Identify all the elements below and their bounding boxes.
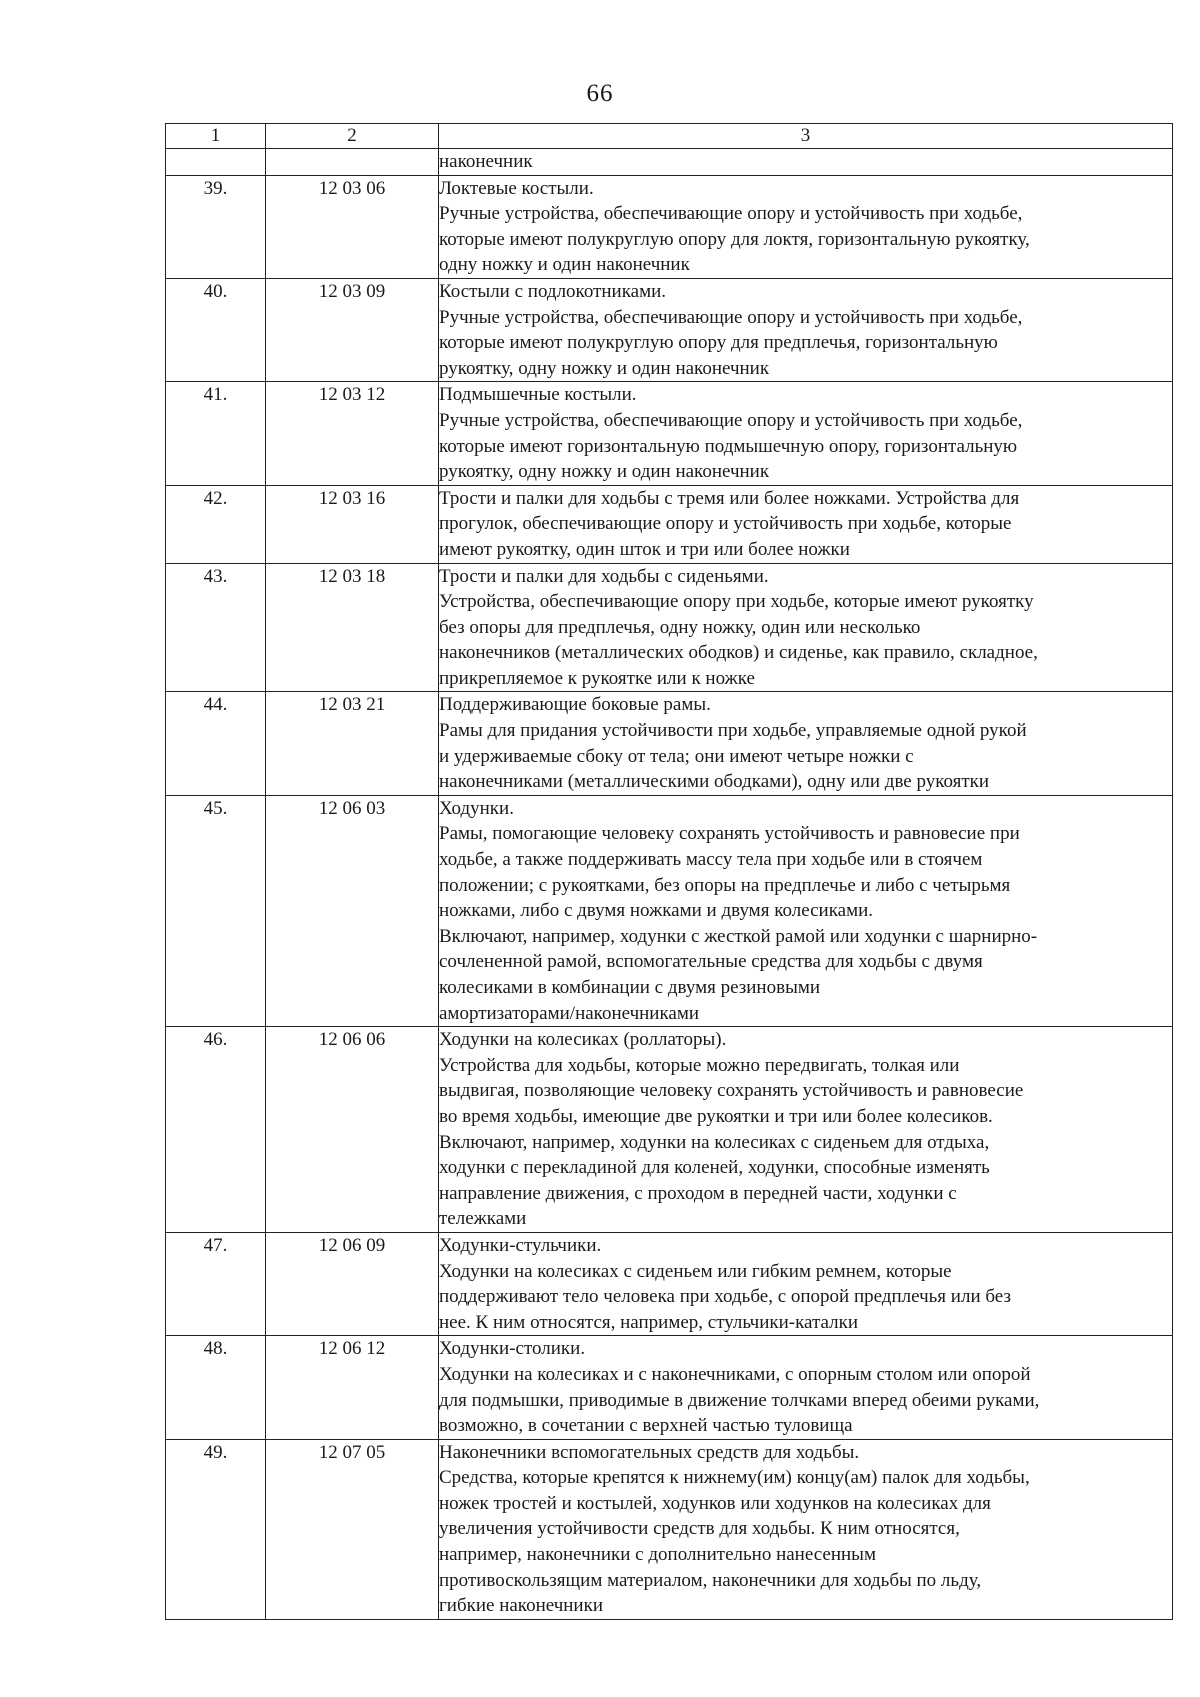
row-number: 47. (166, 1232, 266, 1335)
description-line: Ходунки-столики. (439, 1338, 586, 1360)
description-line: Включают, например, ходунки с жесткой рамой или ходунки с шарнирно- (439, 925, 1038, 947)
classification-code (266, 149, 439, 176)
description (439, 382, 1173, 485)
description-line: Средства, которые крепятся к нижнему(им) концу(ам) палок для ходьбы, (439, 1467, 1030, 1489)
description-line: Подмышечные костыли. (439, 384, 637, 406)
description-line: гибкие наконечники (439, 1595, 603, 1617)
description-line: Рамы, помогающие человеку сохранять устойчивость и равновесие при (439, 823, 1020, 845)
description (439, 278, 1173, 381)
description-line: Трости и палки для ходьбы с сиденьями. (439, 565, 769, 587)
description-line: для подмышки, приводимые в движение толчками вперед обеими руками, (439, 1389, 1040, 1411)
table-row (166, 485, 1173, 563)
row-number: 44. (166, 692, 266, 795)
row-number: 43. (166, 563, 266, 692)
description-line: противоскользящим материалом, наконечники для ходьбы по льду, (439, 1569, 982, 1591)
description (439, 1336, 1173, 1439)
table-row (166, 1232, 1173, 1335)
row-number: 41. (166, 382, 266, 485)
description-line: рукоятку, одну ножку и один наконечник (439, 461, 770, 483)
description-line: Ходунки-стульчики. (439, 1234, 602, 1256)
table-row (166, 1027, 1173, 1233)
description (439, 795, 1173, 1026)
table-row (166, 692, 1173, 795)
description-line: Устройства, обеспечивающие опору при ходьбе, которые имеют рукоятку (439, 591, 1034, 613)
description-line: прогулок, обеспечивающие опору и устойчивость при ходьбе, которые (439, 513, 1012, 535)
description-line: Костыли с подлокотниками. (439, 280, 667, 302)
table-row (166, 563, 1173, 692)
description-line: Ручные устройства, обеспечивающие опору и устойчивость при ходьбе, (439, 306, 1023, 328)
column-header-1: 1 (166, 124, 266, 149)
description-line: ходунки с перекладиной для коленей, ходунки, способные изменять (439, 1157, 990, 1179)
classification-code: 12 03 09 (266, 278, 439, 381)
table-body (166, 149, 1173, 1620)
description-line: тележками (439, 1208, 527, 1230)
description-line: Ходунки на колесиках и с наконечниками, с опорным столом или опорой (439, 1363, 1031, 1385)
device-table (165, 123, 1173, 1620)
description-line: Ручные устройства, обеспечивающие опору и устойчивость при ходьбе, (439, 409, 1023, 431)
description-line: ножками, либо с двумя ножками и двумя колесиками. (439, 900, 874, 922)
description-line: имеют рукоятку, один шток и три или более ножки (439, 538, 850, 560)
description-line: направление движения, с проходом в передней части, ходунки с (439, 1182, 957, 1204)
classification-code: 12 03 18 (266, 563, 439, 692)
description-line: например, наконечники с дополнительно нанесенным (439, 1544, 876, 1566)
description (439, 1439, 1173, 1619)
row-number: 49. (166, 1439, 266, 1619)
description-line: Рамы для придания устойчивости при ходьбе, управляемые одной рукой (439, 720, 1027, 742)
column-header-3: 3 (439, 124, 1173, 149)
description-line: увеличения устойчивости средств для ходьбы. К ним относятся, (439, 1518, 960, 1540)
description-line: сочлененной рамой, вспомогательные средства для ходьбы с двумя (439, 951, 983, 973)
table-row (166, 382, 1173, 485)
description-line: и удерживаемые сбоку от тела; они имеют четыре ножки с (439, 745, 914, 767)
description-line: ходьбе, а также поддерживать массу тела при ходьбе или в стоячем (439, 849, 983, 871)
description (439, 149, 1173, 176)
description (439, 175, 1173, 278)
row-number: 40. (166, 278, 266, 381)
description-line: положении; с рукоятками, без опоры на предплечье и либо с четырьмя (439, 874, 1011, 896)
row-number: 45. (166, 795, 266, 1026)
description-line: Ручные устройства, обеспечивающие опору и устойчивость при ходьбе, (439, 203, 1023, 225)
row-number: 48. (166, 1336, 266, 1439)
description-line: Локтевые костыли. (439, 177, 594, 199)
description-line: рукоятку, одну ножку и один наконечник (439, 357, 770, 379)
table-row (166, 795, 1173, 1026)
description (439, 692, 1173, 795)
description-line: которые имеют горизонтальную подмышечную опору, горизонтальную (439, 435, 1018, 457)
description-line: возможно, в сочетании с верхней частью туловища (439, 1415, 853, 1437)
table-row (166, 1439, 1173, 1619)
description-line: амортизаторами/наконечниками (439, 1002, 700, 1024)
description-line: поддерживают тело человека при ходьбе, с опорой предплечья или без (439, 1286, 1011, 1308)
row-number: 42. (166, 485, 266, 563)
row-number (166, 149, 266, 176)
description-line: выдвигая, позволяющие человеку сохранять устойчивость и равновесие (439, 1080, 1024, 1102)
description-line: Устройства для ходьбы, которые можно передвигать, толкая или (439, 1054, 960, 1076)
description-line: прикрепляемое к рукоятке или к ножке (439, 667, 755, 689)
description-line: Поддерживающие боковые рамы. (439, 694, 711, 716)
row-number: 46. (166, 1027, 266, 1233)
description (439, 1232, 1173, 1335)
description-line: колесиками в комбинации с двумя резиновыми (439, 977, 821, 998)
table-row (166, 278, 1173, 381)
description-line: которые имеют полукруглую опору для предплечья, горизонтальную (439, 332, 998, 354)
description-line: Ходунки на колесиках (роллаторы). (439, 1029, 727, 1051)
classification-code: 12 06 12 (266, 1336, 439, 1439)
classification-code: 12 06 03 (266, 795, 439, 1026)
description-line: нее. К ним относятся, например, стульчики-каталки (439, 1311, 858, 1333)
description-line: Включают, например, ходунки на колесиках с сиденьем для отдыха, (439, 1131, 990, 1153)
classification-code: 12 03 21 (266, 692, 439, 795)
description-line: наконечниками (металлическими ободками), одну или две рукоятки (439, 771, 990, 793)
classification-code: 12 03 06 (266, 175, 439, 278)
classification-code: 12 03 16 (266, 485, 439, 563)
description-line: одну ножку и один наконечник (439, 254, 690, 276)
classification-code: 12 03 12 (266, 382, 439, 485)
description (439, 563, 1173, 692)
table-row (166, 1336, 1173, 1439)
description (439, 485, 1173, 563)
description-line: во время ходьбы, имеющие две рукоятки и три или более колесиков. (439, 1105, 993, 1127)
table-row-continuation (166, 149, 1173, 176)
description-line: Ходунки. (439, 797, 514, 819)
description-line: Ходунки на колесиках с сиденьем или гибким ремнем, которые (439, 1260, 952, 1282)
description-line: Трости и палки для ходьбы с тремя или более ножками. Устройства для (439, 487, 1020, 509)
classification-code: 12 06 06 (266, 1027, 439, 1233)
description-line: без опоры для предплечья, одну ножку, один или несколько (439, 616, 921, 638)
table-row (166, 175, 1173, 278)
row-number: 39. (166, 175, 266, 278)
description (439, 1027, 1173, 1233)
column-header-2: 2 (266, 124, 439, 149)
classification-code: 12 07 05 (266, 1439, 439, 1619)
classification-code: 12 06 09 (266, 1232, 439, 1335)
page-number: 66 (586, 80, 614, 107)
description-line: наконечник (439, 151, 533, 172)
description-line: которые имеют полукруглую опору для локтя, горизонтальную рукоятку, (439, 228, 1030, 250)
description-line: наконечников (металлических ободков) и сиденье, как правило, складное, (439, 642, 1038, 664)
table-header (166, 124, 1173, 149)
description-line: Наконечники вспомогательных средств для ходьбы. (439, 1441, 860, 1463)
description-line: ножек тростей и костылей, ходунков или ходунков на колесиках для (439, 1492, 991, 1514)
